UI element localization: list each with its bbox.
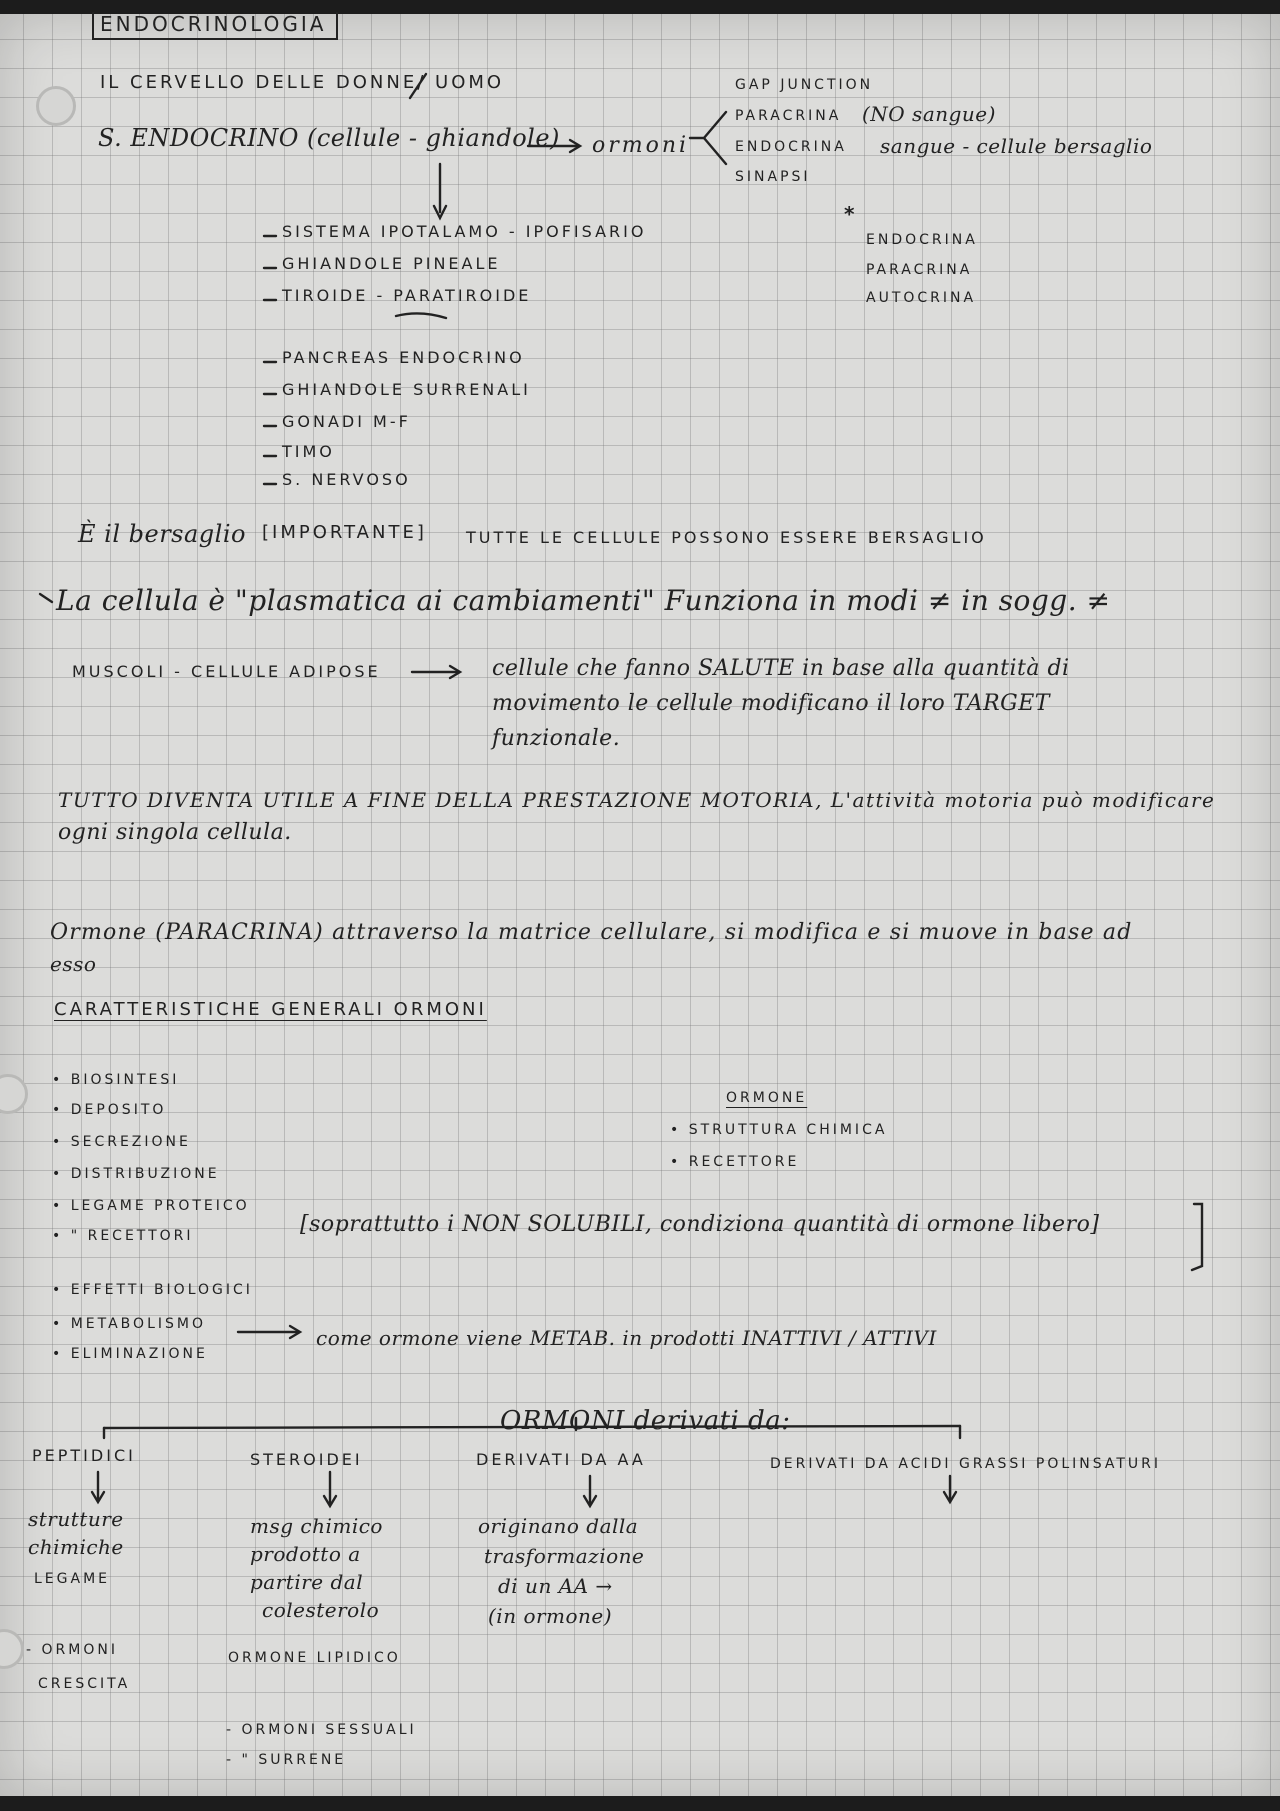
caratteristica-item: • METABOLISMO bbox=[52, 1316, 206, 1332]
list-dashes bbox=[264, 236, 276, 484]
intro-line-1: IL CERVELLO DELLE DONNE/ UOMO bbox=[100, 72, 505, 93]
bersaglio-lead: È il bersaglio bbox=[78, 520, 246, 548]
caratteristica-item: • ELIMINAZIONE bbox=[52, 1346, 208, 1362]
ink-strokes bbox=[0, 14, 1280, 1796]
sangue-bersaglio-note: sangue - cellule bersaglio bbox=[880, 134, 1153, 158]
asterisk-mark: * bbox=[844, 202, 856, 226]
caratteristica-item: • BIOSINTESI bbox=[52, 1072, 180, 1088]
derivati-col-title: DERIVATI DA ACIDI GRASSI POLINSATURI bbox=[770, 1456, 1162, 1472]
no-sangue-note: (NO sangue) bbox=[862, 102, 996, 126]
peptidici-line: LEGAME bbox=[34, 1571, 110, 1587]
caratteristiche-heading: CARATTERISTICHE GENERALI ORMONI bbox=[54, 999, 487, 1020]
caratteristica-item: • DISTRIBUZIONE bbox=[52, 1166, 220, 1182]
aa-line: trasformazione bbox=[484, 1544, 645, 1568]
aa-line: (in ormone) bbox=[488, 1604, 613, 1628]
mode-paracrina: PARACRINA bbox=[735, 108, 842, 124]
brace-derivati bbox=[104, 1426, 960, 1428]
tutto-line-2: ogni singola cellula. bbox=[58, 820, 292, 845]
muscoli-right-2: movimento le cellule modificano il loro TARGET bbox=[492, 691, 1050, 716]
derivati-col-title: STEROIDEI bbox=[250, 1450, 363, 1469]
system-item: S. NERVOSO bbox=[282, 470, 411, 489]
caratteristica-item: • DEPOSITO bbox=[52, 1102, 167, 1118]
bracket-right bbox=[1192, 1204, 1202, 1270]
peptidici-line: strutture bbox=[28, 1507, 124, 1531]
intro-endocrine-system: S. ENDOCRINO (cellule - ghiandole) bbox=[98, 124, 560, 152]
ormone-heading: ORMONE bbox=[726, 1090, 808, 1106]
caratteristica-item: • LEGAME PROTEICO bbox=[52, 1198, 250, 1214]
system-item: SISTEMA IPOTALAMO - IPOFISARIO bbox=[282, 222, 647, 241]
system-item: GONADI M-F bbox=[282, 412, 411, 431]
steroidei-line: partire dal bbox=[250, 1570, 364, 1594]
muscoli-right-3: funzionale. bbox=[492, 726, 621, 751]
metabolismo-note: come ormone viene METAB. in prodotti INATTIVI / ATTIVI bbox=[316, 1326, 937, 1350]
derivati-col-title: DERIVATI DA AA bbox=[476, 1450, 646, 1469]
page-title: ENDOCRINOLOGIA bbox=[92, 12, 338, 40]
aa-line: di un AA → bbox=[498, 1574, 613, 1598]
bersaglio-importante: [IMPORTANTE] bbox=[262, 522, 427, 543]
ormone-item: • RECETTORE bbox=[670, 1154, 800, 1170]
derivati-heading: ORMONI derivati da: bbox=[500, 1406, 791, 1436]
caratteristica-item: • SECREZIONE bbox=[52, 1134, 191, 1150]
intro-ormoni: ormoni bbox=[592, 133, 690, 158]
derivati-col-title: PEPTIDICI bbox=[32, 1446, 136, 1465]
muscoli-left: MUSCOLI - CELLULE ADIPOSE bbox=[72, 662, 381, 681]
steroidei-extra: - ORMONI SESSUALI bbox=[226, 1722, 417, 1738]
aa-line: originano dalla bbox=[478, 1514, 639, 1538]
caratteristica-item: • EFFETTI BIOLOGICI bbox=[52, 1282, 253, 1298]
notebook-page bbox=[0, 14, 1280, 1796]
steroidei-line: msg chimico bbox=[250, 1514, 383, 1538]
system-item: GHIANDOLE SURRENALI bbox=[282, 380, 531, 399]
caratteristica-item: • " RECETTORI bbox=[52, 1228, 194, 1244]
plasmatica-line: La cellula è "plasmatica ai cambiamenti" Funziona in modi ≠ in sogg. ≠ bbox=[56, 584, 1111, 617]
system-item: PANCREAS ENDOCRINO bbox=[282, 348, 525, 367]
ormone-paracrina-line-2: esso bbox=[50, 952, 97, 976]
star-list-autocrina: AUTOCRINA bbox=[866, 290, 977, 306]
tutto-line-1: TUTTO DIVENTA UTILE A FINE DELLA PRESTAZIONE MOTORIA, L'attività motoria può modificare bbox=[58, 788, 1216, 812]
peptidici-line: chimiche bbox=[28, 1535, 124, 1559]
margin-mark bbox=[40, 594, 52, 602]
star-list-endocrina: ENDOCRINA bbox=[866, 232, 978, 248]
system-item: TIROIDE - PARATIROIDE bbox=[282, 286, 532, 305]
steroidei-line: ORMONE LIPIDICO bbox=[228, 1650, 401, 1666]
muscoli-right-1: cellule che fanno SALUTE in base alla quantità di bbox=[492, 656, 1070, 681]
scribble bbox=[396, 313, 446, 318]
slash-mark bbox=[410, 74, 426, 98]
system-item: TIMO bbox=[282, 442, 335, 461]
brace-modes bbox=[704, 112, 726, 164]
mode-gap-junction: GAP JUNCTION bbox=[735, 77, 874, 93]
steroidei-extra: - " SURRENE bbox=[226, 1752, 347, 1768]
steroidei-line: colesterolo bbox=[262, 1598, 380, 1622]
star-list-paracrina: PARACRINA bbox=[866, 262, 973, 278]
mode-sinapsi: SINAPSI bbox=[735, 169, 811, 185]
mode-endocrina: ENDOCRINA bbox=[735, 139, 847, 155]
peptidici-extra: CRESCITA bbox=[38, 1676, 131, 1692]
steroidei-line: prodotto a bbox=[250, 1542, 361, 1566]
bersaglio-rest: TUTTE LE CELLULE POSSONO ESSERE BERSAGLIO bbox=[466, 528, 987, 547]
system-item: GHIANDOLE PINEALE bbox=[282, 254, 501, 273]
ormone-paracrina-line-1: Ormone (PARACRINA) attraverso la matrice cellulare, si modifica e si muove in base ad bbox=[50, 920, 1133, 945]
peptidici-extra: - ORMONI bbox=[26, 1642, 118, 1658]
ormone-item: • STRUTTURA CHIMICA bbox=[670, 1122, 888, 1138]
legame-bracket-note: [soprattutto i NON SOLUBILI, condiziona quantità di ormone libero] bbox=[300, 1212, 1100, 1237]
